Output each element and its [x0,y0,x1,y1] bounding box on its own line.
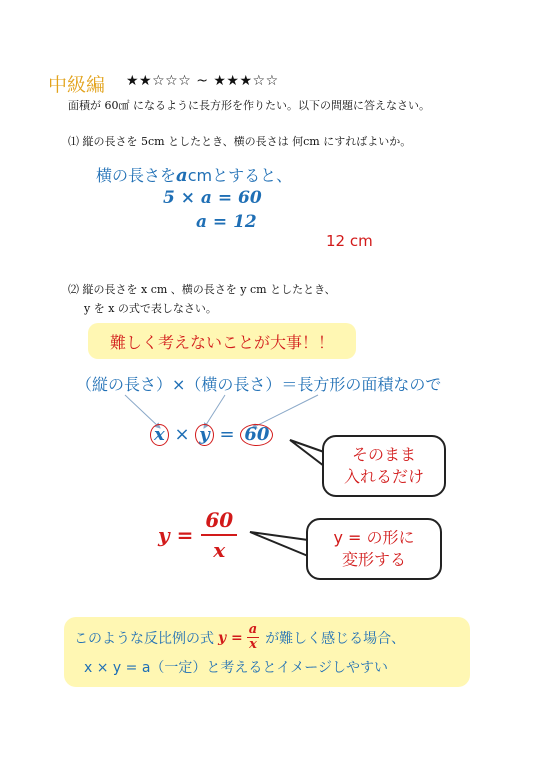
bubble2-line2: 変形する [341,550,406,569]
fraction-denominator: x [213,538,226,562]
q1-setup-text-a: 横の長さを [96,166,177,185]
summary-text-a: このような反比例の式 [74,630,214,647]
bubble2-line1: y = の形に [333,528,415,547]
y-fraction-equation [158,508,237,562]
speech-bubble-transform [306,518,442,580]
hint-callout: 難しく考えないことが大事！！ [88,323,356,359]
difficulty-stars: ★★☆☆☆ ~ ★★★☆☆ [126,73,279,89]
bubble1-line1: そのまま [351,445,416,464]
question-2-line2: y を x の式で表しなさい。 [84,302,217,315]
q1-result: a = 12 [196,212,257,232]
summary-line1 [74,623,405,652]
bubble1-line2: 入れるだけ [343,467,424,486]
level-title: 中級編 [48,74,106,96]
circled-60: 60 [240,424,273,446]
frac-lhs: y = [158,523,194,547]
summary-text-b: が難しく感じる場合、 [265,630,406,647]
bubble2-tail [250,532,308,556]
summary-y-eq: y = [218,629,243,646]
q1-variable-a: a [176,165,188,186]
summary-fraction [247,623,259,652]
times-sign: × [174,424,190,445]
circled-x: x [150,424,169,446]
q1-answer: 12 cm [326,232,373,250]
equal-sign: = [219,424,235,445]
fraction [201,508,237,562]
circled-y: y [195,424,213,446]
fraction-numerator: 60 [201,508,237,536]
q1-equation: 5 × a = 60 [163,188,262,208]
xy-equation [150,424,273,446]
question-1: ⑴ 縦の長さを 5cm としたとき、横の長さは 何cm にすればよいか。 [68,135,412,148]
summary-line2: x × y = a（一定）と考えるとイメージしやすい [84,660,388,676]
bubble1-tail [290,440,324,466]
relation-text: （縦の長さ）×（横の長さ）＝長方形の面積なので [76,375,442,394]
problem-intro: 面積が 60㎠ になるように長方形を作りたい。以下の問題に答えなさい。 [68,99,430,112]
speech-bubble-substitute [322,435,446,497]
question-2-line1: ⑵ 縦の長さを x cm 、横の長さを y cm としたとき、 [68,283,336,296]
summary-fraction-numerator: a [248,622,258,637]
summary-fraction-denominator: x [249,637,257,652]
q1-setup-text-b: cmとすると、 [187,166,293,185]
